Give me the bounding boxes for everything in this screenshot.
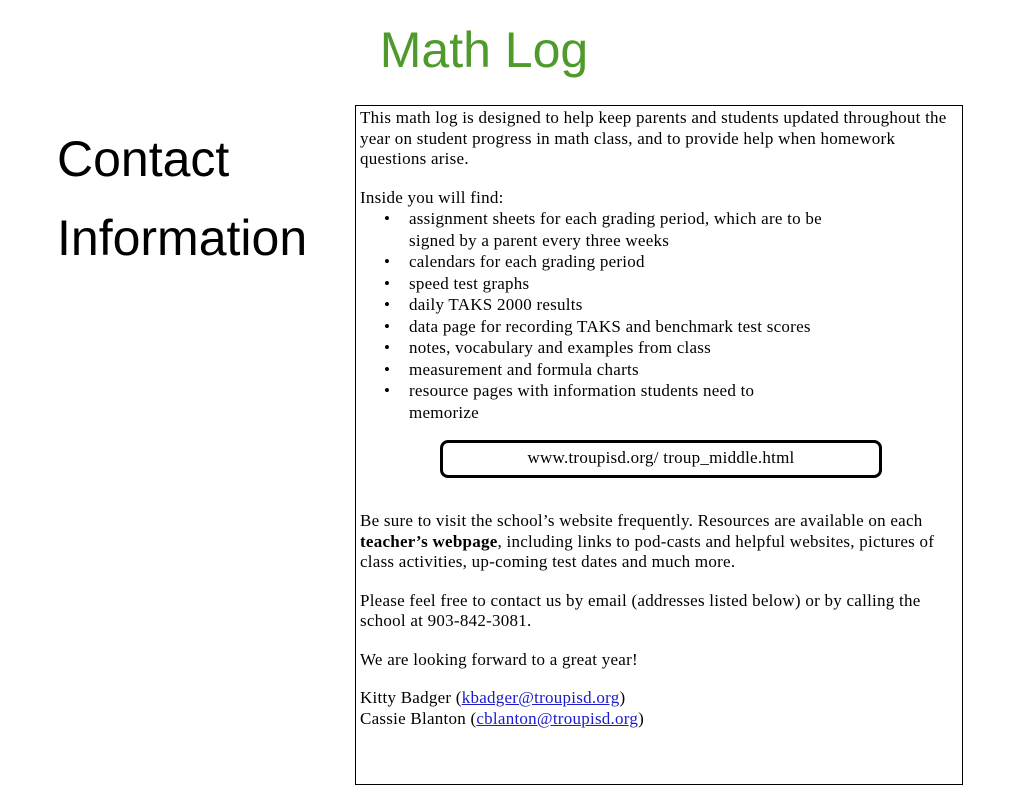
- contact-paragraph: Please feel free to contact us by email (addresses listed below) or by calling the school at 903-842-3081.: [360, 590, 921, 630]
- list-item: • notes, vocabulary and examples from class: [384, 338, 711, 357]
- bullet-icon: •: [384, 359, 391, 379]
- teacher-contact: Cassie Blanton (cblanton@troupisd.org): [360, 708, 645, 728]
- closing-line: We are looking forward to a great year!: [360, 649, 638, 669]
- contents-list: [360, 208, 963, 423]
- list-item: • daily TAKS 2000 results: [384, 295, 583, 314]
- slide-title: Math Log: [379, 22, 589, 78]
- teacher-contact: Kitty Badger (kbadger@troupisd.org): [360, 688, 626, 707]
- bullet-icon: •: [384, 252, 391, 271]
- bullet-icon: •: [384, 316, 391, 336]
- bullet-icon: •: [384, 273, 391, 293]
- website-url: www.troupisd.org/ troup_middle.html: [527, 448, 795, 467]
- bullet-icon: •: [384, 381, 391, 400]
- document-text: [360, 108, 963, 729]
- website-banner: [360, 423, 963, 499]
- teacher-webpage-text: teacher’s webpage: [360, 531, 498, 551]
- intro-paragraph: This math log is designed to help keep parents and students updated throughout the year on student progress in math class, and to provide help when homework questions arise.: [360, 108, 947, 168]
- list-item: • speed test graphs: [384, 273, 530, 293]
- list-item: • data page for recording TAKS and benchmark test scores: [384, 316, 811, 336]
- list-item: • resource pages with information students need to memorize: [384, 381, 755, 422]
- side-heading: [57, 126, 307, 284]
- side-heading-line-1: Contact: [57, 131, 230, 187]
- list-item: • measurement and formula charts: [384, 359, 639, 379]
- email-link-cblanton[interactable]: cblanton@troupisd.org: [476, 708, 639, 728]
- bullet-icon: •: [384, 209, 391, 228]
- bullet-icon: •: [384, 338, 391, 357]
- right-bracket-icon: [872, 440, 882, 478]
- visit-paragraph: Be sure to visit the school’s website frequently. Resources are available on each teacher’s webpage, including links to pod-casts and helpful websites, pictures of class activities, up-coming test dates and much more.: [360, 511, 935, 571]
- list-item: • assignment sheets for each grading period, which are to be signed by a parent every three weeks: [384, 209, 822, 250]
- email-link-kbadger[interactable]: kbadger@troupisd.org: [461, 688, 620, 707]
- math-log-document: [355, 105, 963, 785]
- side-heading-line-2: Information: [57, 210, 308, 266]
- bullet-icon: •: [384, 295, 391, 314]
- website-url-box: [448, 440, 874, 478]
- list-item: • calendars for each grading period: [384, 252, 645, 271]
- inside-heading: Inside you will find:: [360, 187, 504, 207]
- left-bracket-icon: [440, 440, 450, 478]
